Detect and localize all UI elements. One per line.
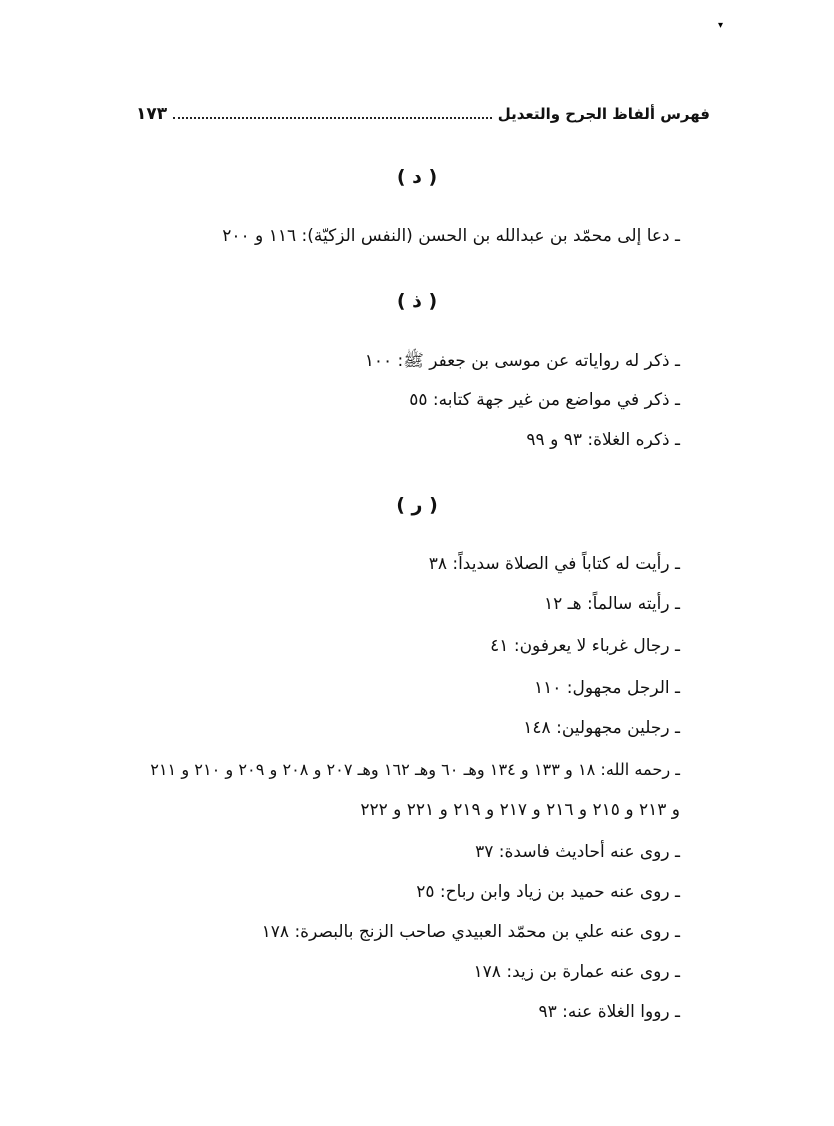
index-entry: ـ روى عنه أحاديث فاسدة: ٣٧ [475, 842, 680, 862]
index-entry: ـ الرجل مجهول: ١١٠ [533, 678, 680, 698]
section-heading-dhal: ( ذ ) [396, 290, 438, 312]
index-entry: ـ روى عنه حميد بن زياد وابن رباح: ٢٥ [416, 882, 680, 902]
header-title: فهرس ألفاظ الجرح والتعديل [497, 105, 710, 123]
index-entry: ـ روى عنه عمارة بن زيد: ١٧٨ [473, 962, 680, 982]
index-entry: ـ روى عنه علي بن محمّد العبيدي صاحب الزنج بالبصرة: ١٧٨ [261, 922, 680, 942]
index-entry: ـ ذكر في مواضع من غير جهة كتابه: ٥٥ [409, 390, 680, 410]
index-entry: ـ رأيته سالماً: هـ ١٢ [543, 594, 680, 614]
index-entry: ـ دعا إلى محمّد بن عبدالله بن الحسن (النفس الزكيّة): ١١٦ و ٢٠٠ [222, 226, 680, 246]
index-entry-continuation: و ٢١٣ و ٢١٥ و ٢١٦ و ٢١٧ و ٢١٩ و ٢٢١ و ٢٢٢ [360, 800, 680, 820]
index-entry: ـ رأيت له كتاباً في الصلاة سديداً: ٣٨ [428, 554, 680, 574]
index-entry: ـ رووا الغلاة عنه: ٩٣ [538, 1002, 680, 1022]
section-heading-ra: ( ر ) [396, 494, 438, 516]
running-header [136, 100, 710, 128]
index-entry: ـ رحمه الله: ١٨ و ١٣٣ و ١٣٤ وهـ ٦٠ وهـ ١٦٢ وهـ ٢٠٧ و ٢٠٨ و ٢٠٩ و ٢١٠ و ٢١١ [150, 760, 680, 779]
index-entry: ـ ذكره الغلاة: ٩٣ و ٩٩ [526, 430, 680, 450]
leader-dots [173, 117, 492, 119]
section-heading-dal: ( د ) [396, 166, 438, 188]
index-entry: ـ ذكر له رواياته عن موسى بن جعفر ﷺ: ١٠٠ [364, 351, 680, 371]
corner-mark-icon: ▾ [718, 20, 724, 31]
index-entry: ـ رجال غرباء لا يعرفون: ٤١ [490, 636, 680, 656]
page-number: ١٧٣ [136, 104, 168, 124]
index-entry: ـ رجلين مجهولين: ١٤٨ [523, 718, 680, 738]
